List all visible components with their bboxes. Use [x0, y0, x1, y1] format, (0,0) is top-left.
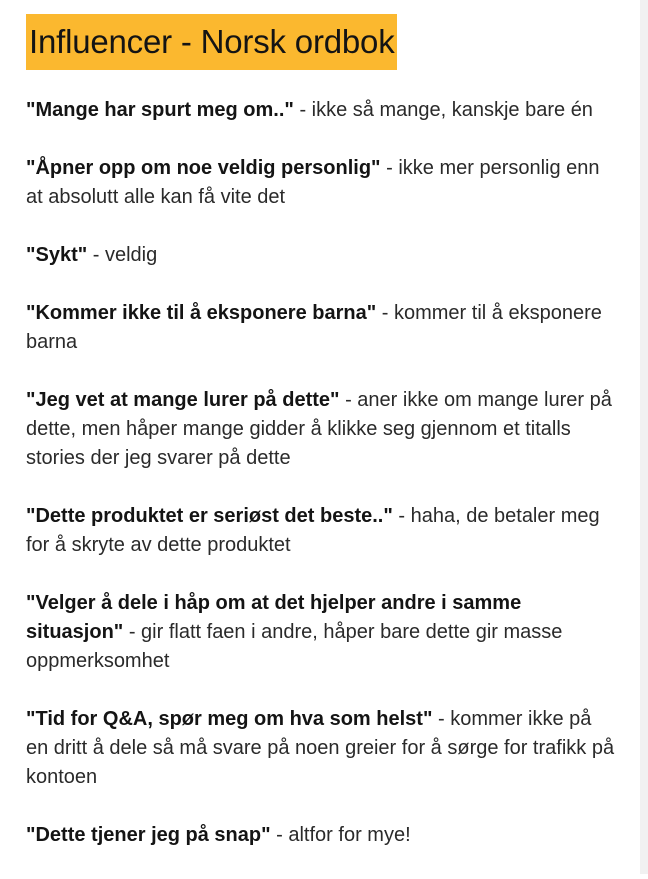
entry-meaning: - kommer ikke på en dritt å dele så må svare på noen greier for å sørge for trafikk på kontoen — [26, 708, 615, 788]
page-title: Influencer - Norsk ordbok — [26, 14, 397, 70]
entry-meaning: - haha, de betaler meg for å skryte av dette produktet — [26, 505, 600, 556]
entry-meaning: - gir flatt faen i andre, håper bare dette gir masse oppmerksomhet — [26, 621, 563, 672]
entry-phrase: "Dette tjener jeg på snap" — [26, 824, 271, 846]
entry-phrase: "Sykt" — [26, 244, 88, 266]
list-item — [26, 589, 616, 676]
list-item — [26, 299, 616, 357]
list-item — [26, 154, 616, 212]
entry-list — [26, 96, 616, 850]
list-item — [26, 502, 616, 560]
scrollbar[interactable] — [640, 0, 648, 874]
entry-phrase: "Dette produktet er seriøst det beste.." — [26, 505, 393, 527]
entry-phrase: "Kommer ikke til å eksponere barna" — [26, 302, 377, 324]
entry-meaning: - kommer til å eksponere barna — [26, 302, 602, 353]
entry-phrase: "Jeg vet at mange lurer på dette" — [26, 389, 340, 411]
entry-meaning: - ikke så mange, kanskje bare én — [293, 99, 593, 121]
entry-meaning: - aner ikke om mange lurer på dette, men håper mange gidder å klikke seg gjennom et titalls stories der jeg svarer på dette — [26, 389, 612, 469]
entry-meaning: - veldig — [87, 244, 158, 266]
entry-phrase: "Velger å dele i håp om at det hjelper andre i samme situasjon" — [26, 592, 522, 643]
entry-meaning: - altfor for mye! — [270, 824, 411, 846]
entry-phrase: "Mange har spurt meg om.." — [26, 99, 294, 121]
list-item — [26, 96, 616, 125]
list-item — [26, 241, 616, 270]
document — [26, 14, 616, 879]
list-item — [26, 821, 616, 850]
entry-phrase: "Tid for Q&A, spør meg om hva som helst" — [26, 708, 433, 730]
entry-meaning: - ikke mer personlig enn at absolutt alle kan få vite det — [26, 157, 600, 208]
list-item — [26, 386, 616, 473]
entry-phrase: "Åpner opp om noe veldig personlig" — [26, 157, 381, 179]
list-item — [26, 705, 616, 792]
